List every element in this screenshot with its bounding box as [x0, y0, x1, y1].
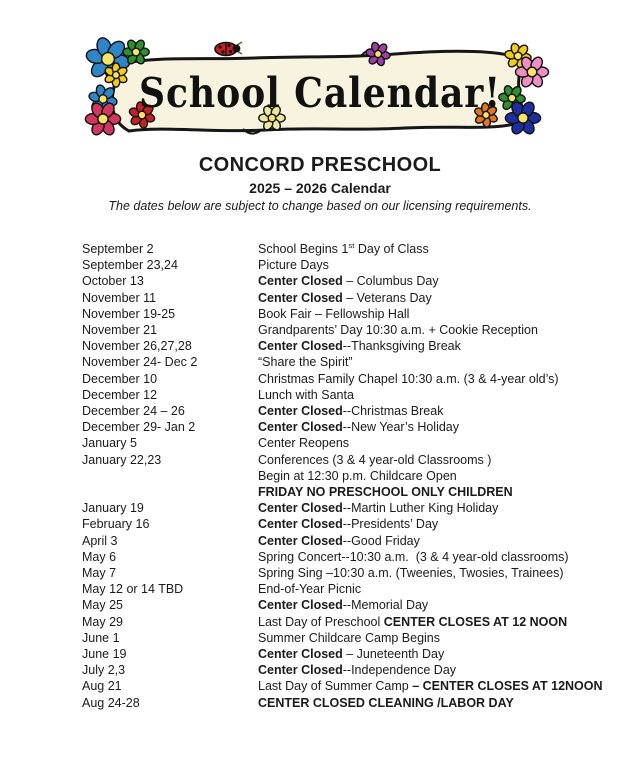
event-text-segment: --Independence Day [342, 663, 457, 678]
calendar-row [82, 533, 640, 549]
event-text-segment: – Juneteenth Day [342, 647, 445, 662]
calendar-row [82, 678, 640, 694]
banner-image [75, 33, 565, 145]
event-description [258, 581, 361, 597]
event-description [258, 257, 329, 273]
event-date: December 12 [82, 387, 158, 402]
calendar-row [82, 500, 640, 516]
event-description [258, 452, 491, 468]
calendar-row [82, 468, 640, 484]
event-date: December 24 – 26 [82, 404, 185, 419]
event-text-segment: Last Day of Summer Camp [258, 679, 413, 694]
event-description [258, 549, 569, 565]
event-date: May 7 [82, 566, 117, 581]
event-date: May 25 [82, 598, 123, 613]
event-description [258, 468, 457, 484]
calendar-row [82, 322, 640, 338]
event-text-segment: --Memorial Day [342, 598, 429, 613]
event-description [258, 306, 409, 322]
event-text-segment: CENTER CLOSED CLEANING /LABOR DAY [258, 695, 514, 710]
event-text-segment: Book Fair – Fellowship Hall [258, 306, 410, 321]
calendar-row [82, 565, 640, 581]
event-date: September 2 [82, 242, 154, 256]
banner [75, 33, 565, 145]
calendar-row [82, 290, 640, 306]
event-text-segment: CENTER CLOSES AT 12 NOON [383, 614, 568, 629]
event-text-segment: Summer Childcare Camp Begins [258, 630, 441, 645]
event-date: May 29 [82, 614, 123, 629]
ladybug-icon [215, 42, 242, 56]
event-text-segment: Lunch with Santa [258, 387, 354, 402]
calendar-row [82, 581, 640, 597]
event-text-segment: FRIDAY NO PRESCHOOL ONLY CHILDREN [258, 485, 513, 500]
calendar-row [82, 662, 640, 678]
calendar-row [82, 387, 640, 403]
event-text-segment: st [348, 240, 355, 250]
event-text-segment: – CENTER CLOSES AT 12NOON [412, 679, 603, 694]
event-text-segment: Center Closed [258, 501, 343, 516]
event-text-segment: School Begins 1 [258, 242, 349, 256]
event-text-segment: Begin at 12:30 p.m. Childcare Open [258, 468, 457, 483]
event-text-segment: Center Closed [258, 533, 343, 548]
event-description [258, 419, 459, 435]
event-text-segment: – Veterans Day [342, 290, 432, 305]
event-text-segment: Picture Days [258, 258, 329, 273]
calendar-row [82, 257, 640, 273]
calendar-row [82, 306, 640, 322]
calendar-row [82, 646, 640, 662]
calendar-row [82, 338, 640, 354]
calendar-row [82, 516, 640, 532]
school-name: CONCORD PRESCHOOL [198, 154, 442, 176]
event-text-segment: Center Closed [258, 663, 343, 678]
event-description [258, 597, 428, 613]
event-date [82, 484, 258, 500]
event-date: January 22,23 [82, 452, 162, 467]
event-description [258, 387, 354, 403]
event-date: December 29- Jan 2 [82, 420, 196, 435]
event-description [258, 678, 603, 694]
event-text-segment: Spring Concert--10:30 a.m. (3 & 4 year-old classrooms) [258, 549, 569, 564]
calendar-row [82, 419, 640, 435]
event-date: February 16 [82, 517, 150, 532]
event-text-segment: --Good Friday [342, 533, 420, 548]
event-date: July 2,3 [82, 663, 126, 678]
calendar-row [82, 614, 640, 630]
event-description [258, 565, 563, 581]
event-text-segment: Center Closed [258, 290, 343, 305]
event-date: April 3 [82, 533, 118, 548]
event-description [258, 371, 559, 387]
event-text-segment: --Thanksgiving Break [342, 339, 461, 354]
event-text-segment: Center Closed [258, 274, 343, 289]
calendar-row [82, 484, 640, 500]
event-date: June 19 [82, 647, 127, 662]
event-text-segment: End-of-Year Picnic [258, 582, 362, 597]
event-description [258, 662, 456, 678]
event-description [258, 435, 349, 451]
event-description [258, 533, 420, 549]
calendar-year: 2025 – 2026 Calendar [249, 180, 391, 196]
event-description [258, 338, 461, 354]
event-text-segment: Center Reopens [258, 436, 350, 451]
event-description [258, 695, 514, 711]
event-date: January 19 [82, 501, 144, 516]
event-description [258, 630, 440, 646]
event-description [258, 322, 538, 338]
calendar-row [82, 597, 640, 613]
event-description [258, 354, 352, 370]
event-text-segment: “Share the Spirit” [258, 355, 353, 370]
calendar-row [82, 354, 640, 370]
event-text-segment: Center Closed [258, 647, 343, 662]
event-text-segment: Day of Class [354, 242, 429, 256]
event-text-segment: Center Closed [258, 517, 343, 532]
event-text-segment: Center Closed [258, 404, 343, 419]
event-date: Aug 24-28 [82, 695, 140, 710]
event-date: November 19-25 [82, 306, 176, 321]
event-date: May 6 [82, 549, 117, 564]
event-text-segment: --Presidents’ Day [342, 517, 439, 532]
disclaimer: The dates below are subject to change based on our licensing requirements. [108, 199, 532, 213]
calendar-row [82, 403, 640, 419]
event-date: October 13 [82, 274, 144, 289]
event-description [258, 500, 498, 516]
calendar-row [82, 630, 640, 646]
event-text-segment: Center Closed [258, 420, 343, 435]
calendar-row [82, 695, 640, 711]
event-date [82, 468, 258, 484]
event-description [258, 273, 439, 289]
calendar-row [82, 435, 640, 451]
event-text-segment: --Christmas Break [342, 404, 444, 419]
event-date: November 11 [82, 290, 157, 305]
event-description [258, 484, 513, 500]
calendar-row [82, 241, 640, 257]
event-text-segment: Last Day of Preschool [258, 614, 384, 629]
banner-title: School Calendar! [139, 69, 501, 117]
event-description [258, 241, 429, 257]
event-date: June 1 [82, 630, 120, 645]
event-date: November 26,27,28 [82, 339, 192, 354]
event-date: November 21 [82, 323, 158, 338]
event-text-segment: Center Closed [258, 339, 343, 354]
calendar-row [82, 273, 640, 289]
event-text-segment: Spring Sing –10:30 a.m. (Tweenies, Twosies, Trainees) [258, 566, 564, 581]
calendar-row [82, 371, 640, 387]
calendar-row [82, 452, 640, 468]
event-description [258, 516, 438, 532]
event-description [258, 290, 432, 306]
event-description [258, 403, 443, 419]
calendar-table [82, 241, 640, 711]
calendar-row [82, 549, 640, 565]
event-date: January 5 [82, 436, 137, 451]
event-date: Aug 21 [82, 679, 122, 694]
event-date: November 24- Dec 2 [82, 355, 198, 370]
event-text-segment: Grandparents’ Day 10:30 a.m. + Cookie Reception [258, 323, 538, 338]
event-text-segment: --Martin Luther King Holiday [342, 501, 499, 516]
event-date: May 12 or 14 TBD [82, 582, 184, 597]
event-date: December 10 [82, 371, 158, 386]
event-text-segment: --New Year’s Holiday [342, 420, 460, 435]
event-text-segment: Center Closed [258, 598, 343, 613]
event-text-segment: Christmas Family Chapel 10:30 a.m. (3 & 4-year old’s) [258, 371, 559, 386]
event-text-segment: – Columbus Day [342, 274, 439, 289]
event-text-segment: Conferences (3 & 4 year-old Classrooms ) [258, 452, 492, 467]
event-description [258, 614, 567, 630]
event-date: September 23,24 [82, 258, 178, 273]
event-description [258, 646, 444, 662]
